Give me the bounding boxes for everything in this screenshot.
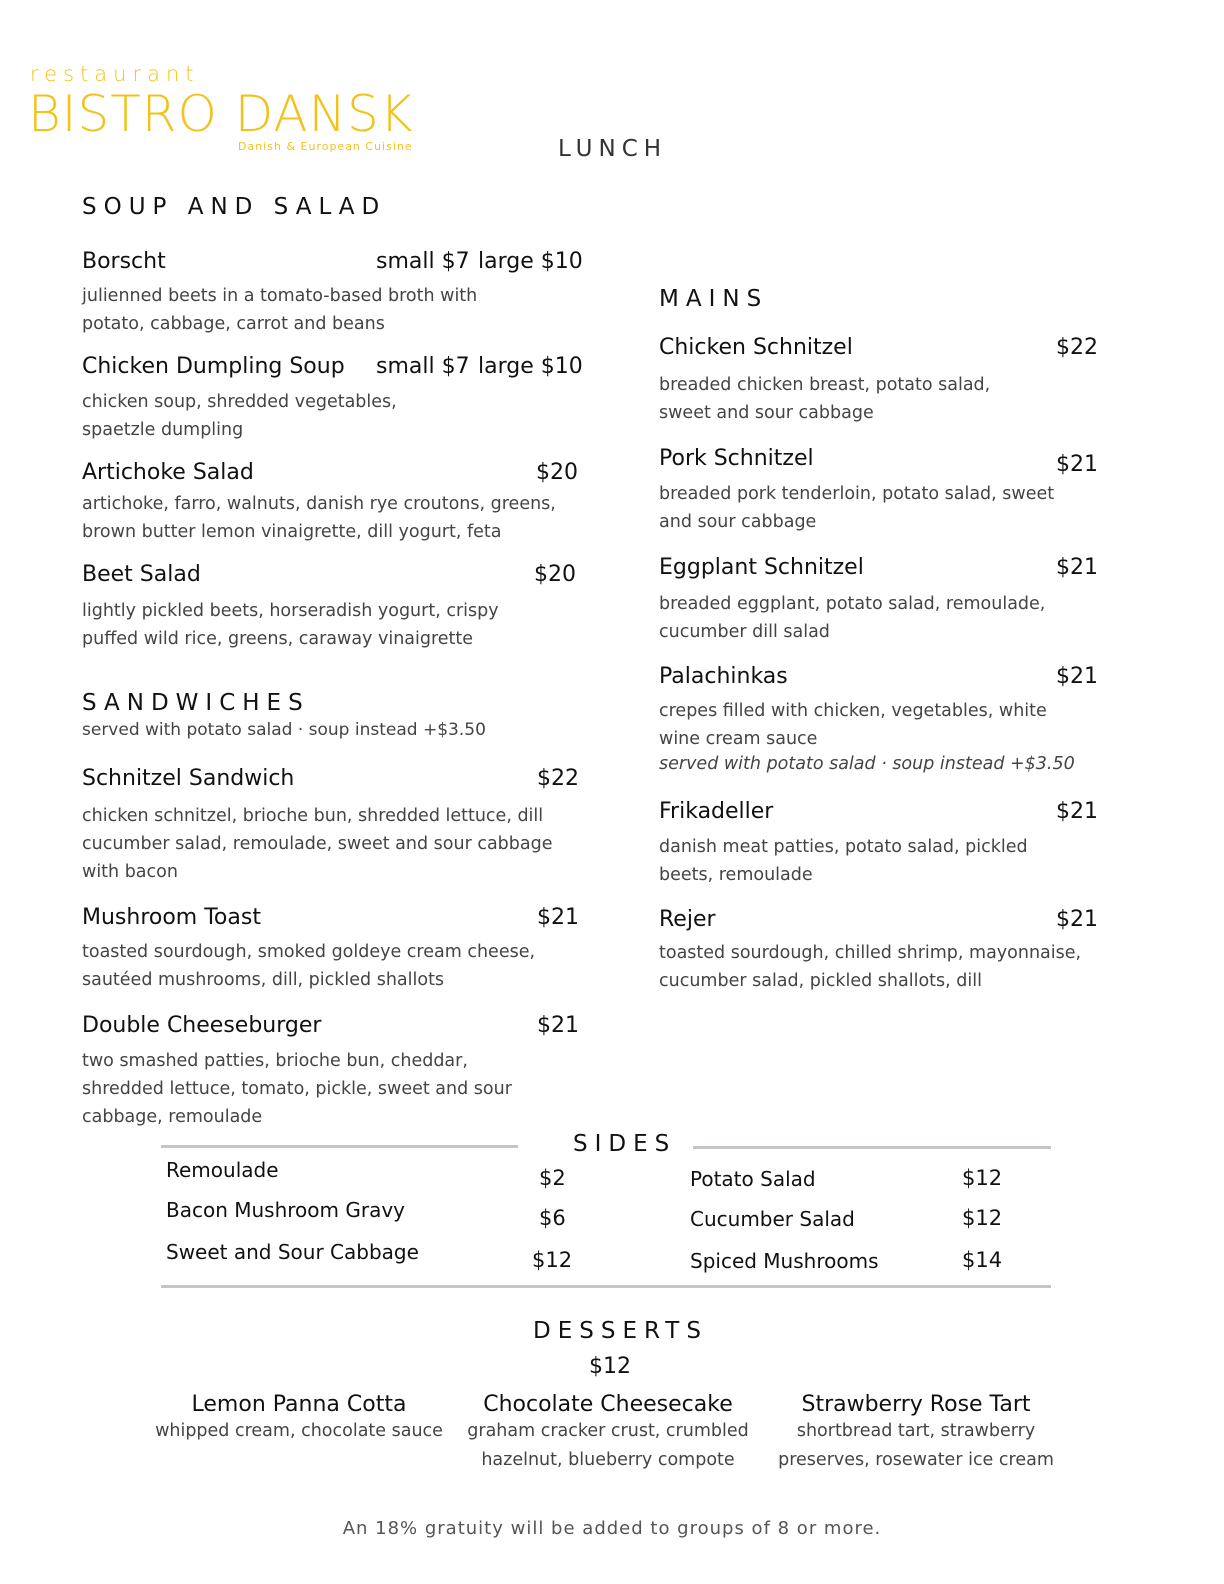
side-item-price: $12 [962, 1206, 1003, 1230]
side-item-price: $2 [539, 1166, 566, 1190]
menu-item-note: served with potato salad · soup instead +$3.50 [659, 754, 1075, 774]
side-item-price: $12 [962, 1166, 1003, 1190]
menu-item-name: Rejer [659, 907, 716, 932]
sandwiches-heading: SANDWICHES [82, 690, 310, 716]
sides-divider-left [161, 1145, 518, 1148]
menu-item-price: $21 [537, 905, 579, 930]
menu-item-desc: chicken schnitzel, brioche bun, shredded lettuce, dill cucumber salad, remoulade, sweet and sour cabbage with bacon [82, 806, 553, 882]
dessert-desc: shortbread tart, strawberry preserves, rosewater ice cream [778, 1421, 1054, 1470]
side-item-name: Bacon Mushroom Gravy [166, 1198, 406, 1222]
dessert-item [448, 1392, 768, 1475]
menu-item-name: Schnitzel Sandwich [82, 766, 295, 791]
dessert-name: Chocolate Cheesecake [483, 1392, 733, 1417]
menu-item-price: $21 [1056, 799, 1098, 824]
mains-heading: MAINS [659, 286, 769, 312]
dessert-name: Strawberry Rose Tart [801, 1392, 1031, 1417]
menu-item-desc: crepes filled with chicken, vegetables, white wine cream sauce [659, 701, 1047, 749]
soup-salad-heading: SOUP AND SALAD [82, 194, 387, 220]
menu-item-desc: artichoke, farro, walnuts, danish rye croutons, greens, brown butter lemon vinaigrette, dill yogurt, feta [82, 494, 556, 542]
menu-item-desc: lightly pickled beets, horseradish yogurt, crispy puffed wild rice, greens, caraway vinaigrette [82, 601, 499, 649]
menu-item-name: Beet Salad [82, 562, 201, 587]
side-item-name: Sweet and Sour Cabbage [166, 1240, 419, 1264]
side-item-price: $14 [962, 1248, 1003, 1272]
menu-item-name: Chicken Schnitzel [659, 335, 853, 360]
dessert-name: Lemon Panna Cotta [191, 1392, 407, 1417]
menu-item-name: Palachinkas [659, 664, 788, 689]
menu-item-price: $22 [1056, 335, 1098, 360]
menu-item-desc: two smashed patties, brioche bun, cheddar, shredded lettuce, tomato, pickle, sweet and sour cabbage, remoulade [82, 1051, 512, 1127]
menu-item-price: $21 [537, 1013, 579, 1038]
menu-item-desc: toasted sourdough, smoked goldeye cream cheese, sautéed mushrooms, dill, pickled shallots [82, 942, 536, 990]
logo-name: BISTRO DANSK [28, 85, 414, 143]
menu-item-price: $21 [1056, 452, 1098, 477]
menu-item-desc: julienned beets in a tomato-based broth with potato, cabbage, carrot and beans [82, 286, 478, 334]
sides-heading: SIDES [573, 1131, 677, 1157]
menu-item-desc: breaded eggplant, potato salad, remoulade, cucumber dill salad [659, 594, 1046, 642]
dessert-item [139, 1392, 459, 1446]
sides-divider-right [693, 1146, 1051, 1149]
menu-item-name: Eggplant Schnitzel [659, 555, 864, 580]
desserts-price: $12 [589, 1354, 631, 1379]
menu-item-price-small: small $7 [376, 354, 470, 379]
menu-item-price: $21 [1056, 664, 1098, 689]
logo-prefix: restaurant [30, 62, 200, 86]
page-title: LUNCH [558, 136, 668, 162]
dessert-desc: whipped cream, chocolate sauce [155, 1421, 443, 1441]
menu-item-name: Borscht [82, 249, 166, 274]
menu-item-desc: chicken soup, shredded vegetables, spaetzle dumpling [82, 392, 397, 440]
logo-tagline: Danish & European Cuisine [238, 140, 413, 153]
menu-item-name: Pork Schnitzel [659, 446, 814, 471]
menu-item-desc: breaded pork tenderloin, potato salad, sweet and sour cabbage [659, 484, 1055, 532]
menu-item-price-large: large $10 [478, 354, 583, 379]
menu-item-price: $21 [1056, 555, 1098, 580]
side-item-price: $12 [532, 1248, 573, 1272]
side-item-price: $6 [539, 1206, 566, 1230]
menu-item-name: Mushroom Toast [82, 905, 261, 930]
dessert-item [756, 1392, 1076, 1475]
menu-item-desc: breaded chicken breast, potato salad, sweet and sour cabbage [659, 375, 991, 423]
menu-item-desc: toasted sourdough, chilled shrimp, mayonnaise, cucumber salad, pickled shallots, dill [659, 943, 1082, 991]
desserts-heading: DESSERTS [533, 1318, 708, 1344]
sides-divider-bottom [161, 1285, 1051, 1288]
menu-item-name: Chicken Dumpling Soup [82, 354, 345, 379]
gratuity-note: An 18% gratuity will be added to groups of 8 or more. [342, 1518, 882, 1539]
menu-item-price: $22 [537, 766, 579, 791]
side-item-name: Cucumber Salad [690, 1207, 855, 1231]
menu-item-name: Frikadeller [659, 799, 774, 824]
menu-item-name: Artichoke Salad [82, 460, 254, 485]
menu-item-price: $20 [536, 460, 578, 485]
menu-item-name: Double Cheeseburger [82, 1013, 322, 1038]
menu-item-price: $20 [534, 562, 576, 587]
menu-item-price: $21 [1056, 907, 1098, 932]
menu-item-desc: danish meat patties, potato salad, pickled beets, remoulade [659, 837, 1028, 885]
menu-item-price-large: large $10 [478, 249, 583, 274]
side-item-name: Remoulade [166, 1158, 279, 1182]
side-item-name: Potato Salad [690, 1167, 816, 1191]
side-item-name: Spiced Mushrooms [690, 1249, 879, 1273]
menu-item-price-small: small $7 [376, 249, 470, 274]
sandwiches-note: served with potato salad · soup instead +$3.50 [82, 720, 486, 740]
dessert-desc: graham cracker crust, crumbled hazelnut, blueberry compote [467, 1421, 749, 1470]
